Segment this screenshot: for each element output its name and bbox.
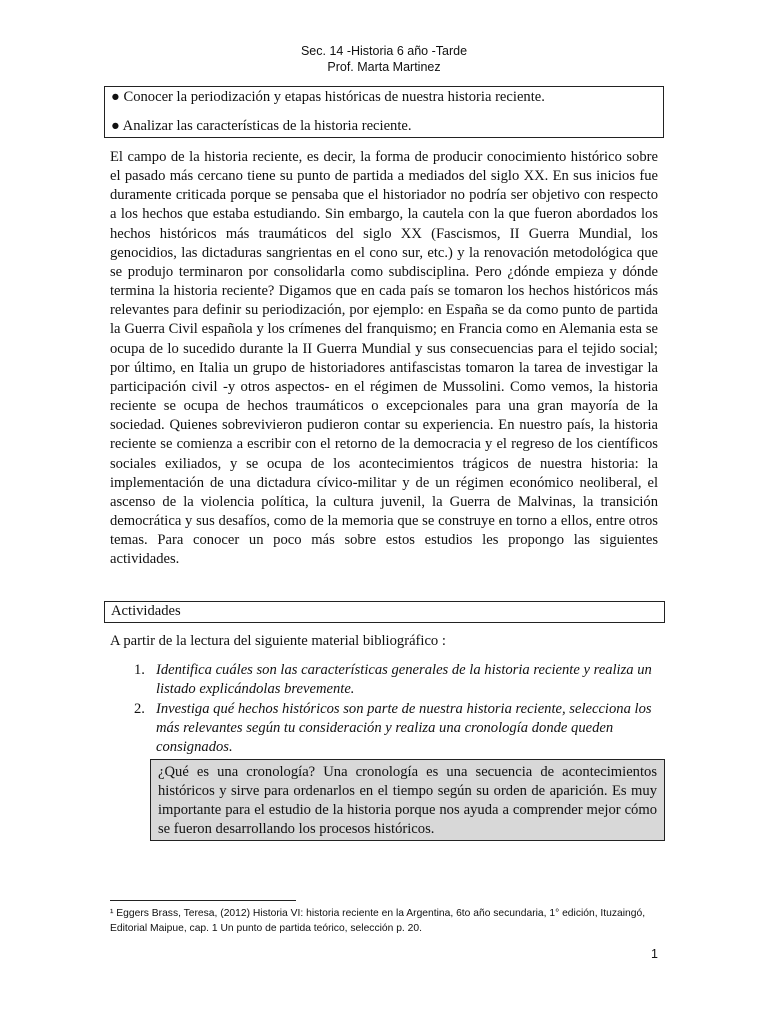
- task-text: Investiga qué hechos históricos son parte de nuestra historia reciente, selecciona los más relevantes según tu consideración y realiza una cronología donde queden consignados.: [156, 701, 652, 755]
- task-number: 1.: [134, 662, 145, 678]
- footnote-divider: [110, 900, 296, 901]
- page-header: [0, 43, 768, 75]
- activities-heading: Actividades: [104, 601, 665, 623]
- objective-item: ● Conocer la periodización y etapas históricas de nuestra historia reciente.: [111, 89, 545, 105]
- task-number: 2.: [134, 701, 145, 717]
- task-list: [110, 661, 658, 757]
- chronology-note: ¿Qué es una cronología? Una cronología es una secuencia de acontecimientos históricos y sirve para ordenarlos en el tiempo según su orden de aparición. Es muy importante para el estudio de la historia porque nos ayuda a comprender mejor cómo se fueron desarrollando los procesos históricos.: [150, 759, 665, 841]
- body-paragraph: El campo de la historia reciente, es decir, la forma de producir conocimiento histórico sobre el pasado más cercano tiene su punto de partida a mediados del siglo XX. En sus inicios fue duramente criticada porque se pensaba que el historiador no podría ser objetivo con respecto a los hechos que estaba estudiando. Sin embargo, la cautela con la que fueron abordados los hechos históricos más traumáticos del siglo XX (Fascismos, II Guerra Mundial, los genocidios, las dictaduras sangrientas en el cono sur, etc.) y la renovación metodológica que se produjo terminaron por consolidarla como subdisciplina. Pero ¿dónde empieza y dónde termina la historia reciente? Digamos que en cada país se tomaron los hechos históricos más relevantes para definir su periodización, por ejemplo: en España se da como punto de partida la Guerra Civil española y los crímenes del franquismo; en Francia como en Alemania esta se ocupa de lo sucedido durante la II Guerra Mundial y sus consecuencias para el tejido social; por último, en Italia un grupo de historiadores antifascistas tomaron la tarea de investigar la participación civil -y otros aspectos- en el régimen de Mussolini. Como vemos, la historia reciente se ocupa de hechos traumáticos o excepcionales para una gran mayoría de la sociedad. Quienes sobrevivieron pudieron contar su experiencia. En nuestro país, la historia reciente se comienza a escribir con el retorno de la democracia y el regreso de los científicos sociales exiliados, y se ocupa de los acontecimientos trágicos de nuestra historia: la implementación de una dictadura cívico-militar y de un régimen económico neoliberal, el ascenso de la violencia política, la cultura juvenil, la Guerra de Malvinas, la transición democrática y sus desafíos, como de la memoria que se construye en torno a ellos, entre otros temas. Para conocer un poco más sobre estos estudios les propongo las siguientes actividades.: [110, 149, 658, 568]
- header-teacher: Prof. Marta Martinez: [327, 60, 441, 74]
- footnote: ¹ Eggers Brass, Teresa, (2012) Historia VI: historia reciente en la Argentina, 6to año secundaria, 1° edición, Ituzaingó, Editorial Maipue, cap. 1 Un punto de partida teórico, selección p. 20.: [110, 908, 646, 934]
- header-course: Sec. 14 -Historia 6 año -Tarde: [300, 44, 468, 58]
- task-item: [110, 661, 658, 699]
- page-number: 1: [651, 947, 658, 961]
- activities-intro: A partir de la lectura del siguiente material bibliográfico :: [110, 633, 446, 649]
- objectives-box: [104, 86, 664, 138]
- task-text: Identifica cuáles son las características generales de la historia reciente y realiza un listado explicándolas brevemente.: [156, 662, 652, 697]
- task-item: [110, 700, 658, 757]
- objective-item: ● Analizar las características de la historia reciente.: [111, 118, 412, 134]
